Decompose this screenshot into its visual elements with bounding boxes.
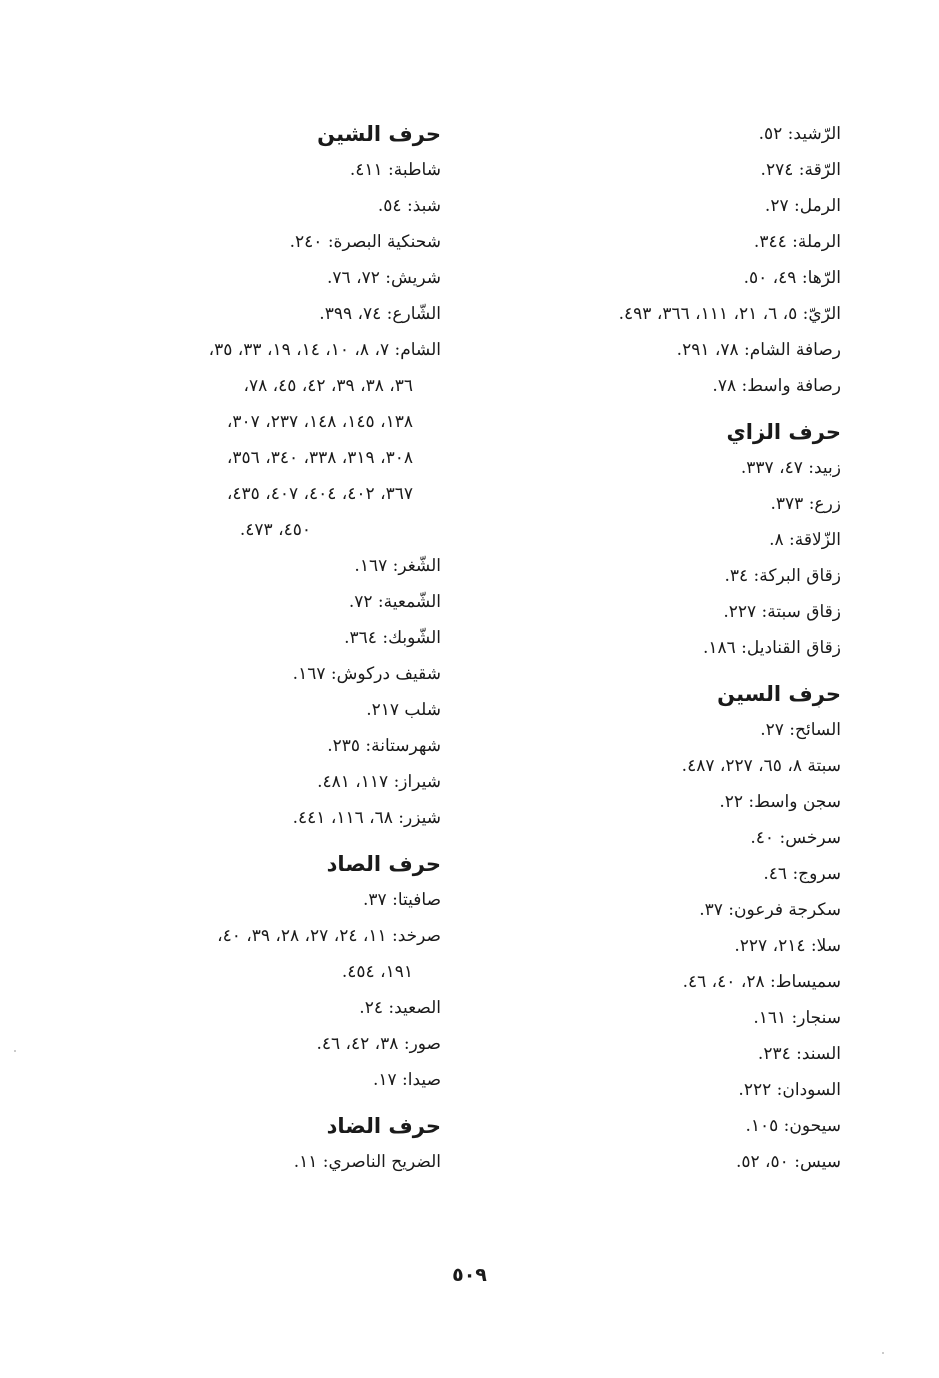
index-entry: شبذ: ٥٤. xyxy=(377,196,441,216)
section-heading-sin: حرف السين xyxy=(717,682,841,706)
index-entry: زقاق البركة: ٣٤. xyxy=(724,566,841,586)
index-entry: سجن واسط: ٢٢. xyxy=(719,792,841,812)
index-entry: شقيف دركوش: ١٦٧. xyxy=(292,664,441,684)
index-entry: الصعيد: ٢٤. xyxy=(359,998,441,1018)
index-entry: الشام: ٧، ٨، ١٠، ١٤، ١٩، ٣٣، ٣٥، xyxy=(208,340,441,360)
index-entry: الرّها: ٤٩، ٥٠. xyxy=(743,268,841,288)
index-entry: شاطبة: ٤١١. xyxy=(349,160,441,180)
index-entry: الرّشيد: ٥٢. xyxy=(758,124,841,144)
scan-speck xyxy=(14,1050,16,1052)
index-entry: الرمل: ٢٧. xyxy=(764,196,841,216)
index-entry: الشّارع: ٧٤، ٣٩٩. xyxy=(319,304,441,324)
section-heading-shin: حرف الشين xyxy=(317,122,441,146)
index-entry: زقاق سبتة: ٢٢٧. xyxy=(723,602,841,622)
index-entry: الزّلاقة: ٨. xyxy=(769,530,841,550)
index-entry: سميساط: ٢٨، ٤٠، ٤٦. xyxy=(682,972,841,992)
index-entry: الشّغر: ١٦٧. xyxy=(354,556,441,576)
index-entry: سيحون: ١٠٥. xyxy=(745,1116,841,1136)
index-entry: زقاق القناديل: ١٨٦. xyxy=(702,638,841,658)
index-entry: رصافة الشام: ٧٨، ٢٩١. xyxy=(676,340,841,360)
index-entry: سكرجة فرعون: ٣٧. xyxy=(699,900,841,920)
index-entry: زرع: ٣٧٣. xyxy=(770,494,841,514)
index-entry: سرخس: ٤٠. xyxy=(750,828,841,848)
index-entry-continuation: ١٣٨، ١٤٥، ١٤٨، ٢٣٧، ٣٠٧، xyxy=(226,412,413,432)
page-number: ٥٠٩ xyxy=(452,1264,487,1286)
index-entry: الرّقة: ٢٧٤. xyxy=(760,160,841,180)
index-entry: سنجار: ١٦١. xyxy=(753,1008,841,1028)
section-gap xyxy=(81,1098,441,1108)
index-entry: شيزر: ٦٨، ١١٦، ٤٤١. xyxy=(292,808,441,828)
section-gap xyxy=(481,404,841,414)
section-heading-sad: حرف الصاد xyxy=(326,852,441,876)
left-column xyxy=(81,116,441,1180)
section-heading-zay: حرف الزاي xyxy=(726,420,841,444)
index-entry: سروج: ٤٦. xyxy=(763,864,841,884)
index-entry: صيدا: ١٧. xyxy=(372,1070,441,1090)
section-gap xyxy=(81,836,441,846)
index-entry: سيس: ٥٠، ٥٢. xyxy=(735,1152,841,1172)
scan-speck xyxy=(818,706,820,708)
scan-speck xyxy=(882,1352,884,1354)
section-heading-dad: حرف الضاد xyxy=(326,1114,441,1138)
index-entry: الرّيّ: ٥، ٦، ٢١، ١١١، ٣٦٦، ٤٩٣. xyxy=(618,304,841,324)
index-entry: شهرستانة: ٢٣٥. xyxy=(327,736,441,756)
index-entry: الشّمعية: ٧٢. xyxy=(348,592,441,612)
index-entry: صافيتا: ٣٧. xyxy=(363,890,441,910)
index-entry-continuation: ٣٦، ٣٨، ٣٩، ٤٢، ٤٥، ٧٨، xyxy=(243,376,413,396)
index-entry: صرخد: ١١، ٢٤، ٢٧، ٢٨، ٣٩، ٤٠، xyxy=(217,926,441,946)
index-entry: صور: ٣٨، ٤٢، ٤٦. xyxy=(316,1034,441,1054)
right-column xyxy=(481,116,841,1180)
index-entry: الشّوبك: ٣٦٤. xyxy=(344,628,441,648)
index-entry: الرملة: ٣٤٤. xyxy=(753,232,841,252)
index-entry: الضريح الناصري: ١١. xyxy=(293,1152,441,1172)
index-entry: السائح: ٢٧. xyxy=(760,720,841,740)
index-entry-continuation: ٣٠٨، ٣١٩، ٣٣٨، ٣٤٠، ٣٥٦، xyxy=(226,448,413,468)
index-entry: سلا: ٢١٤، ٢٢٧. xyxy=(734,936,841,956)
index-entry: شيراز: ١١٧، ٤٨١. xyxy=(317,772,441,792)
index-entry: السند: ٢٣٤. xyxy=(757,1044,841,1064)
index-entry: زبيد: ٤٧، ٣٣٧. xyxy=(740,458,841,478)
index-entry: شريش: ٧٢، ٧٦. xyxy=(327,268,441,288)
index-entry-continuation: ٤٥٠، ٤٧٣. xyxy=(239,520,311,540)
index-entry-continuation: ١٩١، ٤٥٤. xyxy=(341,962,413,982)
index-entry-continuation: ٣٦٧، ٤٠٢، ٤٠٤، ٤٠٧، ٤٣٥، xyxy=(226,484,413,504)
index-entry: السودان: ٢٢٢. xyxy=(738,1080,841,1100)
section-gap xyxy=(481,666,841,676)
index-entry: شحنكية البصرة: ٢٤٠. xyxy=(289,232,441,252)
index-entry: رصافة واسط: ٧٨. xyxy=(712,376,841,396)
index-entry: شلب ٢١٧. xyxy=(366,700,441,720)
index-entry: سبتة ٨، ٦٥، ٢٢٧، ٤٨٧. xyxy=(681,756,841,776)
